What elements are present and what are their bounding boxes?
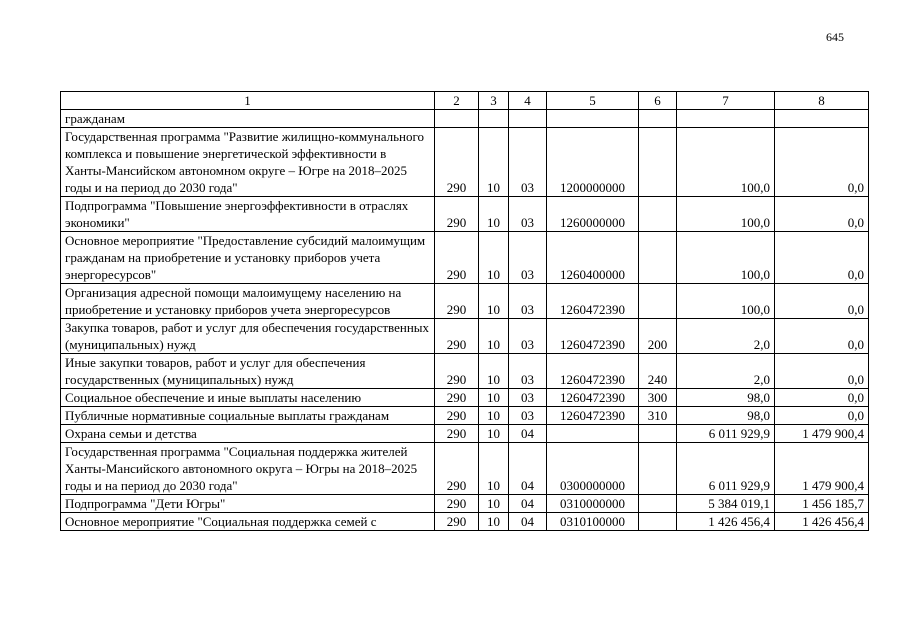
subsection-code: 03 [509, 319, 547, 354]
subsection-code: 04 [509, 443, 547, 495]
amount-2: 0,0 [775, 354, 869, 389]
table-row [61, 389, 869, 407]
target-article-code: 0310000000 [547, 495, 639, 513]
amount-1: 100,0 [677, 284, 775, 319]
amount-2: 0,0 [775, 232, 869, 284]
ministry-code: 290 [435, 513, 479, 531]
expense-type-code [639, 197, 677, 232]
row-name: Подпрограмма "Повышение энергоэффективности в отраслях экономики" [61, 197, 435, 232]
amount-1: 5 384 019,1 [677, 495, 775, 513]
expense-type-code [639, 128, 677, 197]
amount-1 [677, 110, 775, 128]
target-article-code: 0300000000 [547, 443, 639, 495]
amount-2: 1 456 185,7 [775, 495, 869, 513]
amount-1: 2,0 [677, 319, 775, 354]
section-code: 10 [479, 495, 509, 513]
ministry-code: 290 [435, 128, 479, 197]
amount-2: 0,0 [775, 319, 869, 354]
budget-table [60, 91, 869, 531]
amount-1: 2,0 [677, 354, 775, 389]
table-row [61, 495, 869, 513]
section-code: 10 [479, 443, 509, 495]
table-row [61, 110, 869, 128]
subsection-code: 03 [509, 197, 547, 232]
amount-1: 98,0 [677, 389, 775, 407]
section-code [479, 110, 509, 128]
amount-2: 1 479 900,4 [775, 425, 869, 443]
row-name: Государственная программа "Социальная поддержка жителей Ханты-Мансийского автономного округа – Югры на 2018–2025 годы и на период до 2030 года" [61, 443, 435, 495]
amount-2 [775, 110, 869, 128]
subsection-code [509, 110, 547, 128]
table-row [61, 319, 869, 354]
section-code: 10 [479, 319, 509, 354]
column-header: 3 [479, 92, 509, 110]
expense-type-code [639, 443, 677, 495]
section-code: 10 [479, 354, 509, 389]
ministry-code: 290 [435, 319, 479, 354]
ministry-code: 290 [435, 407, 479, 425]
section-code: 10 [479, 407, 509, 425]
table-body [61, 110, 869, 531]
table-row [61, 513, 869, 531]
section-code: 10 [479, 284, 509, 319]
table-row [61, 354, 869, 389]
expense-type-code: 300 [639, 389, 677, 407]
expense-type-code: 200 [639, 319, 677, 354]
target-article-code: 1260472390 [547, 407, 639, 425]
amount-1: 6 011 929,9 [677, 425, 775, 443]
section-code: 10 [479, 128, 509, 197]
column-header: 5 [547, 92, 639, 110]
column-header: 7 [677, 92, 775, 110]
expense-type-code [639, 110, 677, 128]
amount-2: 1 479 900,4 [775, 443, 869, 495]
row-name: Основное мероприятие "Социальная поддержка семей с [61, 513, 435, 531]
subsection-code: 04 [509, 513, 547, 531]
subsection-code: 04 [509, 495, 547, 513]
row-name: Иные закупки товаров, работ и услуг для обеспечения государственных (муниципальных) нужд [61, 354, 435, 389]
target-article-code: 1260000000 [547, 197, 639, 232]
expense-type-code: 240 [639, 354, 677, 389]
table-row [61, 232, 869, 284]
section-code: 10 [479, 232, 509, 284]
subsection-code: 03 [509, 407, 547, 425]
column-header: 2 [435, 92, 479, 110]
target-article-code [547, 425, 639, 443]
amount-1: 100,0 [677, 197, 775, 232]
target-article-code: 1260472390 [547, 354, 639, 389]
expense-type-code [639, 232, 677, 284]
expense-type-code [639, 495, 677, 513]
row-name: Закупка товаров, работ и услуг для обеспечения государственных (муниципальных) нужд [61, 319, 435, 354]
table-row [61, 128, 869, 197]
row-name: Организация адресной помощи малоимущему населению на приобретение и установку приборов учета энергоресурсов [61, 284, 435, 319]
row-name: Основное мероприятие "Предоставление субсидий малоимущим гражданам на приобретение и установку приборов учета энергоресурсов" [61, 232, 435, 284]
subsection-code: 03 [509, 354, 547, 389]
amount-1: 100,0 [677, 232, 775, 284]
row-name: Государственная программа "Развитие жилищно-коммунального комплекса и повышение энергетической эффективности в Ханты-Мансийском автономном округе – Югре на 2018–2025 годы и на период до 2030 года" [61, 128, 435, 197]
ministry-code [435, 110, 479, 128]
column-header: 4 [509, 92, 547, 110]
expense-type-code [639, 513, 677, 531]
column-header: 1 [61, 92, 435, 110]
amount-1: 98,0 [677, 407, 775, 425]
row-name: Публичные нормативные социальные выплаты гражданам [61, 407, 435, 425]
ministry-code: 290 [435, 443, 479, 495]
row-name: Социальное обеспечение и иные выплаты населению [61, 389, 435, 407]
amount-1: 6 011 929,9 [677, 443, 775, 495]
target-article-code: 1200000000 [547, 128, 639, 197]
section-code: 10 [479, 197, 509, 232]
ministry-code: 290 [435, 425, 479, 443]
amount-1: 1 426 456,4 [677, 513, 775, 531]
ministry-code: 290 [435, 495, 479, 513]
subsection-code: 04 [509, 425, 547, 443]
row-name: Охрана семьи и детства [61, 425, 435, 443]
target-article-code: 1260472390 [547, 319, 639, 354]
amount-2: 0,0 [775, 407, 869, 425]
target-article-code: 1260472390 [547, 284, 639, 319]
subsection-code: 03 [509, 284, 547, 319]
table-row [61, 407, 869, 425]
row-name: Подпрограмма "Дети Югры" [61, 495, 435, 513]
expense-type-code [639, 425, 677, 443]
expense-type-code: 310 [639, 407, 677, 425]
ministry-code: 290 [435, 197, 479, 232]
ministry-code: 290 [435, 354, 479, 389]
target-article-code: 0310100000 [547, 513, 639, 531]
amount-2: 0,0 [775, 284, 869, 319]
section-code: 10 [479, 389, 509, 407]
subsection-code: 03 [509, 232, 547, 284]
target-article-code: 1260400000 [547, 232, 639, 284]
page-number: 645 [826, 30, 844, 44]
amount-2: 0,0 [775, 389, 869, 407]
amount-2: 1 426 456,4 [775, 513, 869, 531]
section-code: 10 [479, 425, 509, 443]
ministry-code: 290 [435, 389, 479, 407]
ministry-code: 290 [435, 232, 479, 284]
row-name: гражданам [61, 110, 435, 128]
section-code: 10 [479, 513, 509, 531]
amount-2: 0,0 [775, 128, 869, 197]
table-row [61, 197, 869, 232]
table-row [61, 425, 869, 443]
subsection-code: 03 [509, 128, 547, 197]
target-article-code [547, 110, 639, 128]
amount-2: 0,0 [775, 197, 869, 232]
amount-1: 100,0 [677, 128, 775, 197]
expense-type-code [639, 284, 677, 319]
column-header: 6 [639, 92, 677, 110]
column-header: 8 [775, 92, 869, 110]
target-article-code: 1260472390 [547, 389, 639, 407]
table-row [61, 443, 869, 495]
table-header-row [61, 92, 869, 110]
subsection-code: 03 [509, 389, 547, 407]
table-row [61, 284, 869, 319]
ministry-code: 290 [435, 284, 479, 319]
